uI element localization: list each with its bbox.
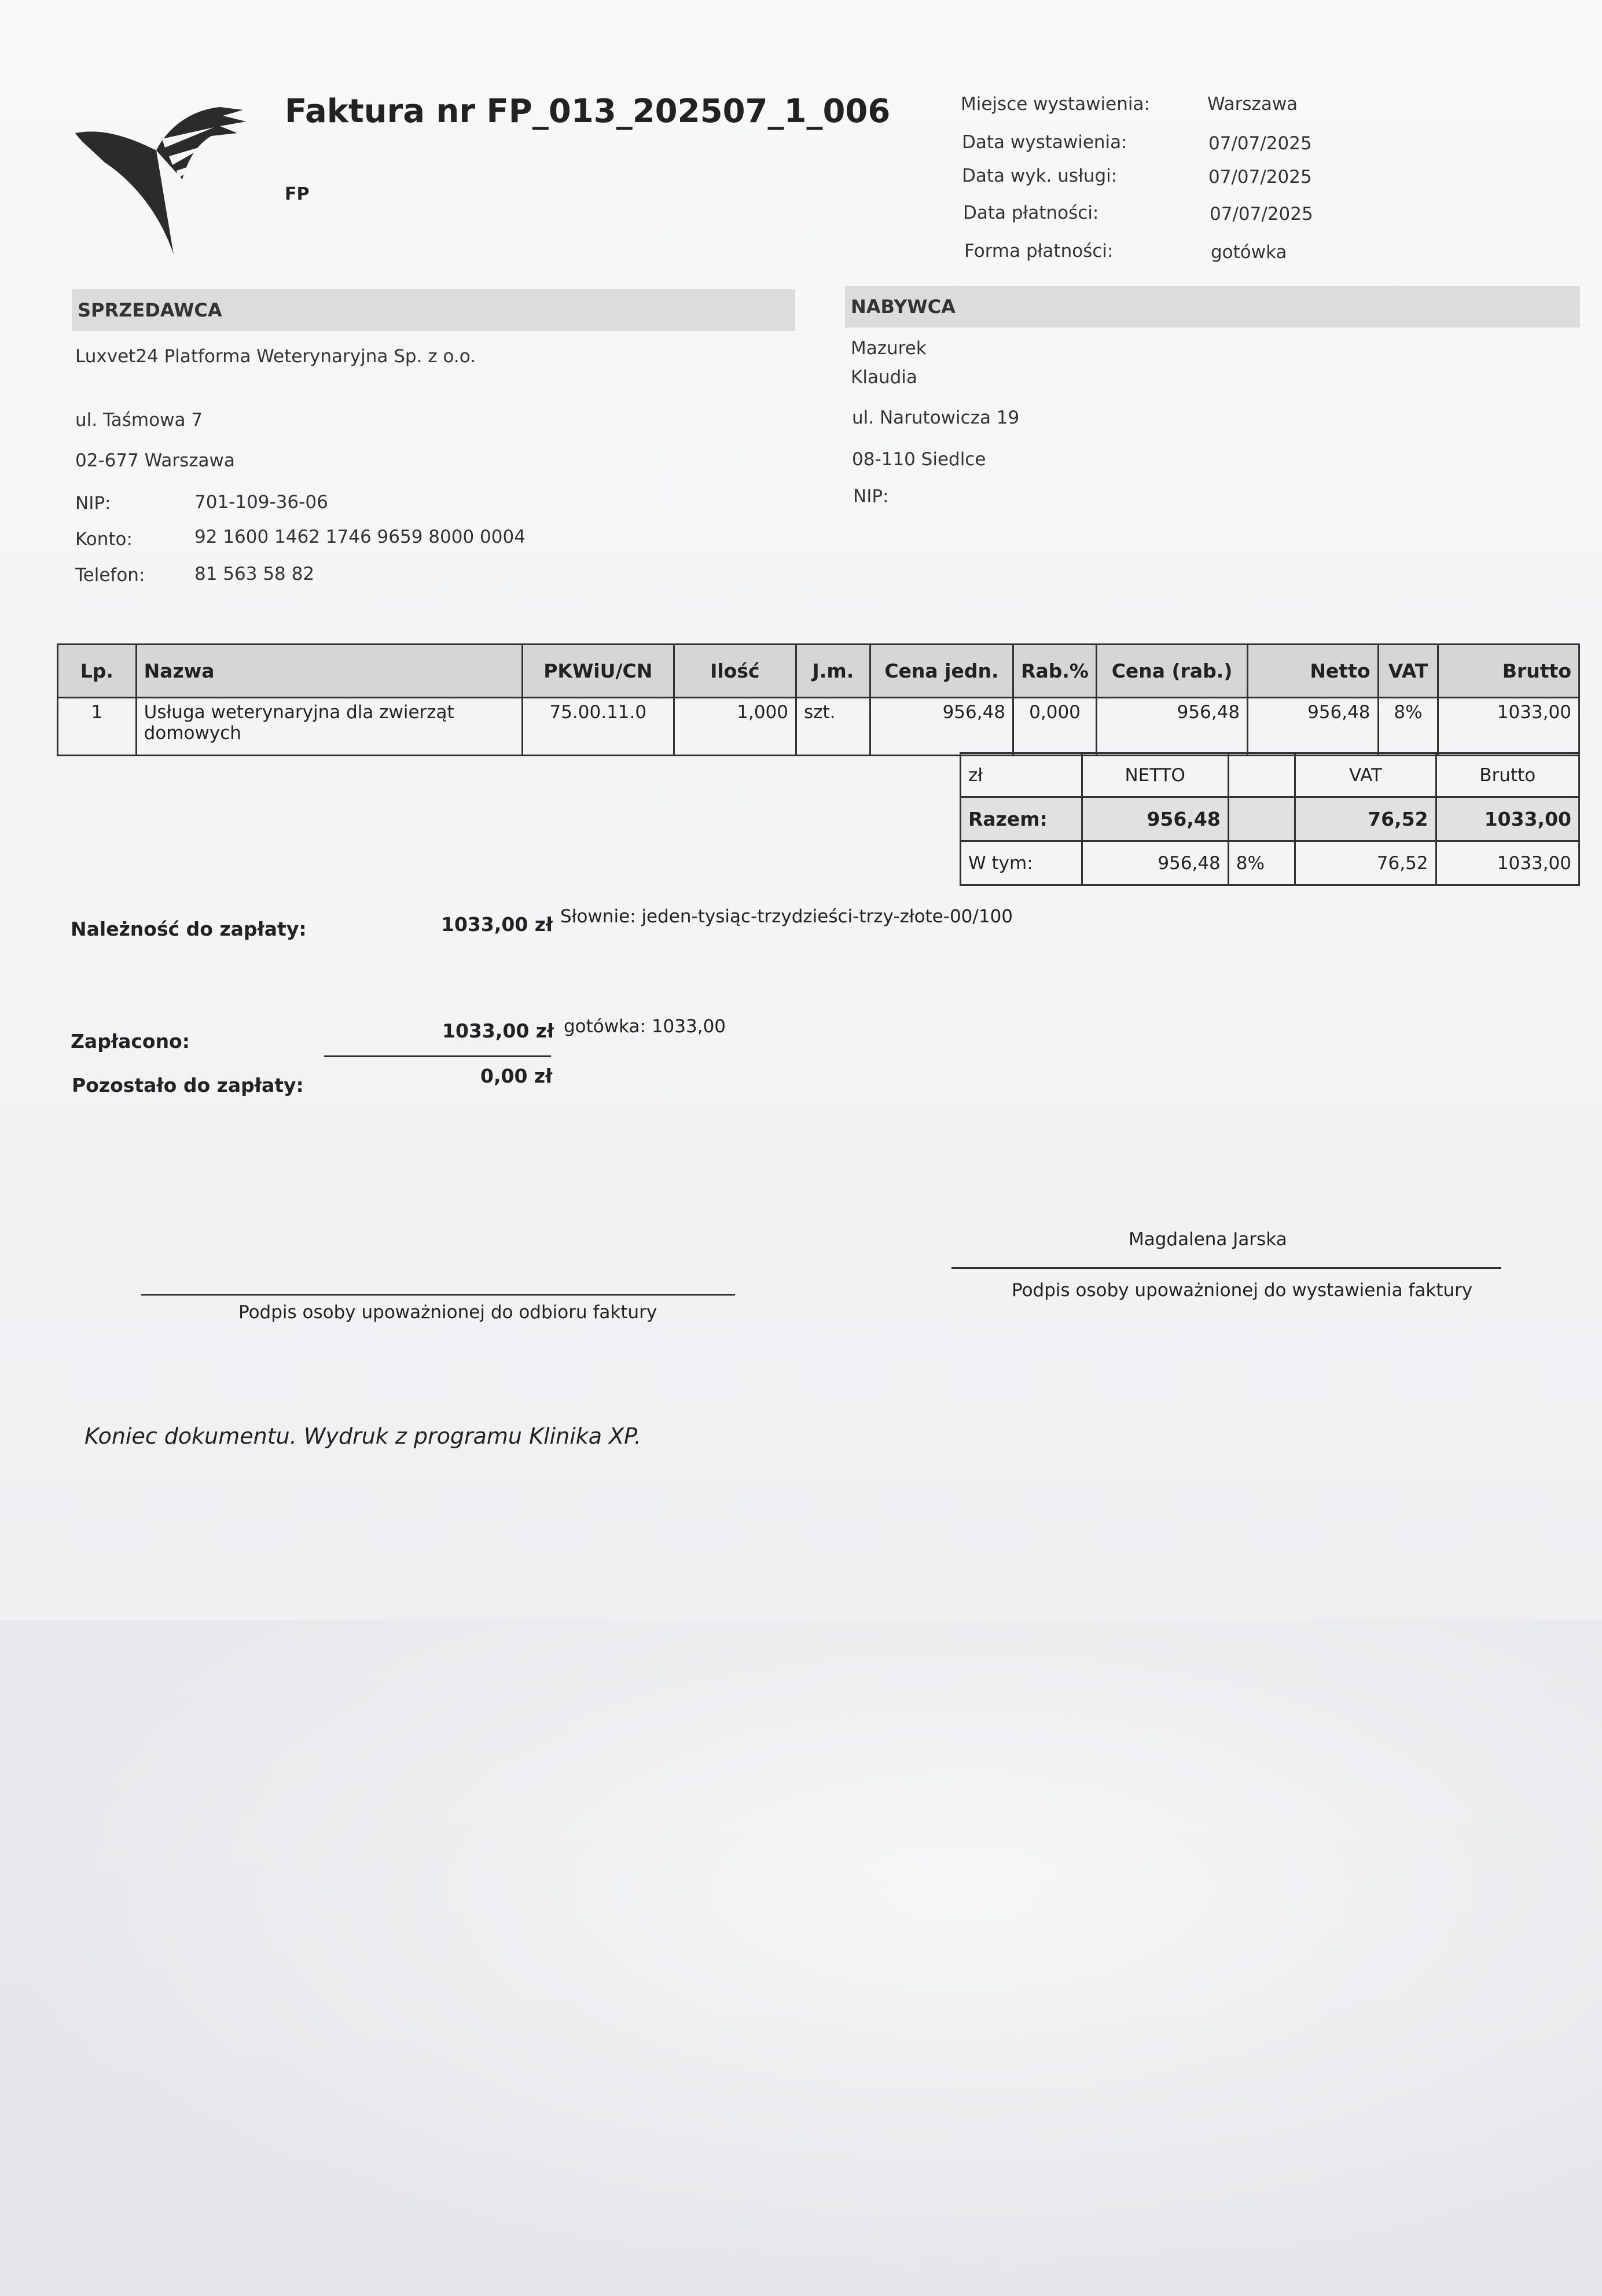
cell-pkwiu: 75.00.11.0 [522, 698, 674, 756]
cell-price: 956,48 [870, 698, 1013, 756]
summary-empty-cell [1228, 797, 1295, 841]
seller-account-label: Konto: [75, 529, 133, 550]
cell-discount: 0,000 [1013, 698, 1097, 756]
receiver-signature-line [141, 1294, 735, 1296]
summary-empty-cell [1228, 753, 1295, 797]
table-row [58, 698, 1579, 756]
meta-label: Forma płatności: [964, 241, 1114, 262]
summary-netto-header: NETTO [1082, 753, 1228, 797]
paid-underline [324, 1055, 551, 1057]
meta-label: Data wystawienia: [962, 132, 1127, 153]
invoice-series: FP [285, 184, 310, 204]
amount-due-label: Należność do zapłaty: [71, 918, 307, 940]
seller-heading: SPRZEDAWCA [72, 289, 795, 331]
meta-value: 07/07/2025 [1210, 204, 1313, 225]
cell-lp: 1 [58, 698, 137, 756]
meta-label: Data płatności: [963, 203, 1099, 223]
seller-nip: 701-109-36-06 [194, 492, 328, 513]
summary-row-vat: 76,52 [1295, 841, 1436, 885]
col-vat: VAT [1378, 645, 1438, 698]
cell-price-disc: 956,48 [1096, 698, 1247, 756]
meta-value: gotówka [1211, 242, 1287, 263]
cell-unit: szt. [796, 698, 870, 756]
cell-netto: 956,48 [1248, 698, 1378, 756]
summary-row-rate: 8% [1228, 841, 1295, 885]
summary-total-netto: 956,48 [1082, 797, 1228, 841]
seller-phone-label: Telefon: [75, 565, 145, 586]
buyer-city: 08-110 Siedlce [852, 449, 986, 470]
summary-vat-header: VAT [1295, 753, 1436, 797]
col-discount: Rab.% [1013, 645, 1097, 698]
remaining-label: Pozostało do zapłaty: [72, 1074, 304, 1097]
buyer-nip-label: NIP: [853, 486, 889, 507]
seller-name: Luxvet24 Platforma Weterynaryjna Sp. z o.o. [75, 346, 476, 367]
items-header-row [58, 645, 1579, 698]
remaining-value: 0,00 zł [480, 1065, 553, 1087]
meta-value: Warszawa [1207, 94, 1298, 115]
issuer-name: Magdalena Jarska [1129, 1229, 1287, 1250]
col-lp: Lp. [58, 645, 137, 698]
receiver-signature-caption: Podpis osoby upoważnionej do odbioru faktury [238, 1302, 657, 1323]
summary-total-row [961, 797, 1579, 841]
cell-name: Usługa weterynaryjna dla zwierząt domowych [136, 698, 522, 756]
seller-phone: 81 563 58 82 [194, 564, 315, 584]
issuer-signature-line [951, 1267, 1501, 1269]
items-table [57, 643, 1580, 756]
buyer-firstname: Klaudia [851, 367, 917, 388]
col-unit: J.m. [796, 645, 870, 698]
amount-due-value: 1033,00 zł [441, 913, 553, 936]
seller-account: 92 1600 1462 1746 9659 8000 0004 [194, 527, 526, 547]
meta-label: Data wyk. usługi: [962, 165, 1118, 186]
summary-header-row [961, 753, 1579, 797]
summary-total-vat: 76,52 [1295, 797, 1436, 841]
cell-brutto: 1033,00 [1438, 698, 1579, 756]
vat-summary-table [960, 752, 1580, 886]
summary-rate-row [961, 841, 1579, 885]
col-brutto: Brutto [1438, 645, 1579, 698]
bird-logo-icon [69, 104, 249, 260]
amount-due-words: Słownie: jeden-tysiąc-trzydzieści-trzy-złote-00/100 [560, 906, 1013, 927]
invoice-title: Faktura nr FP_013_202507_1_006 [285, 93, 891, 130]
buyer-heading: NABYWCA [845, 286, 1580, 328]
col-qty: Ilość [674, 645, 796, 698]
meta-value: 07/07/2025 [1208, 167, 1312, 187]
summary-row-netto: 956,48 [1082, 841, 1228, 885]
cell-vat: 8% [1378, 698, 1438, 756]
col-name: Nazwa [136, 645, 522, 698]
summary-total-brutto: 1033,00 [1436, 797, 1579, 841]
meta-label: Miejsce wystawienia: [961, 94, 1150, 115]
paid-note: gotówka: 1033,00 [564, 1016, 726, 1037]
meta-value: 07/07/2025 [1208, 133, 1312, 154]
seller-nip-label: NIP: [75, 493, 111, 514]
paid-label: Zapłacono: [71, 1030, 190, 1053]
col-pkwiu: PKWiU/CN [522, 645, 674, 698]
buyer-surname: Mazurek [851, 338, 927, 359]
summary-row-brutto: 1033,00 [1436, 841, 1579, 885]
document-footer: Koniec dokumentu. Wydruk z programu Klinika XP. [84, 1423, 641, 1449]
summary-of-which-label: W tym: [961, 841, 1082, 885]
paper-fold-shading [0, 1620, 1602, 2296]
summary-currency: zł [961, 753, 1082, 797]
summary-brutto-header: Brutto [1436, 753, 1579, 797]
paid-value: 1033,00 zł [442, 1020, 554, 1042]
issuer-signature-caption: Podpis osoby upoważnionej do wystawienia faktury [1012, 1280, 1473, 1301]
summary-total-label: Razem: [961, 797, 1082, 841]
cell-qty: 1,000 [674, 698, 796, 756]
col-netto: Netto [1248, 645, 1378, 698]
buyer-street: ul. Narutowicza 19 [852, 407, 1020, 428]
seller-street: ul. Taśmowa 7 [75, 410, 203, 430]
col-price-disc: Cena (rab.) [1096, 645, 1247, 698]
seller-city: 02-677 Warszawa [75, 450, 235, 471]
col-price: Cena jedn. [870, 645, 1013, 698]
